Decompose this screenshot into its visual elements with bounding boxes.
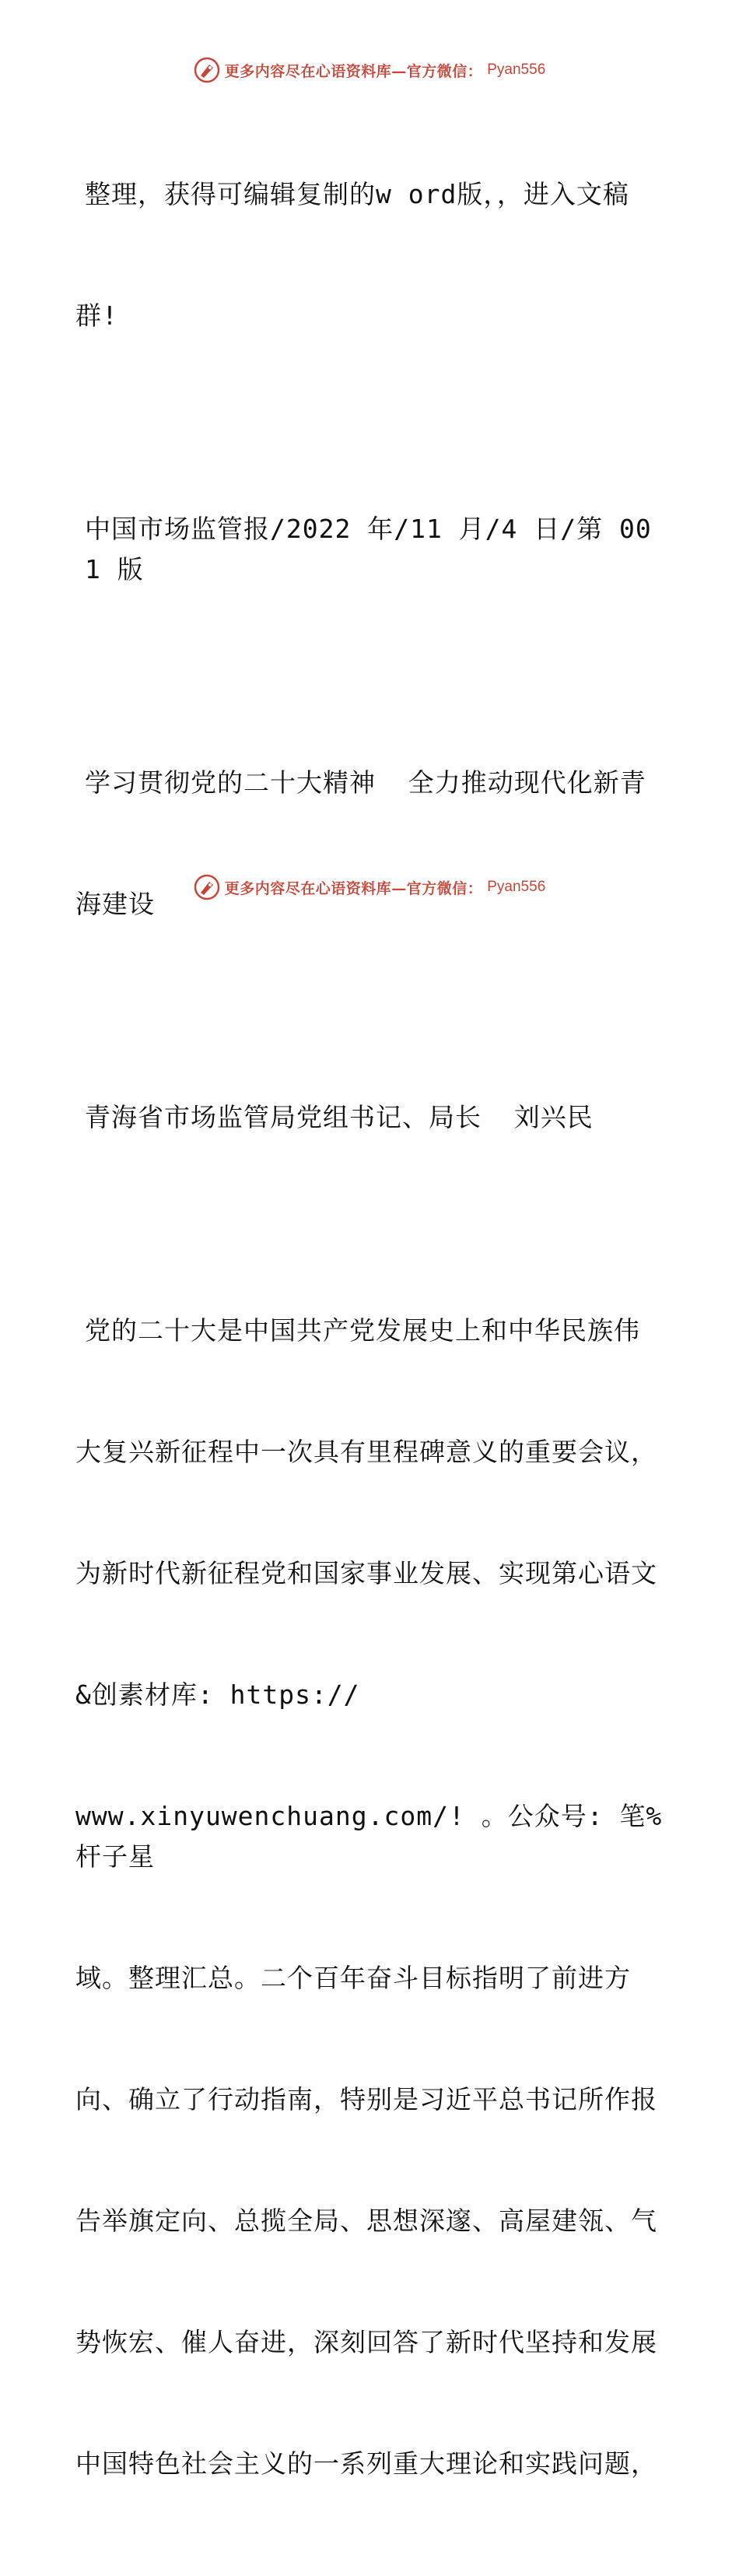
text-line: 向、确立了行动指南，特别是习近平总书记所作报	[75, 2084, 657, 2114]
article-title	[75, 682, 667, 1005]
text-line: 告举旗定向、总揽全局、思想深邃、高屋建瓴、气	[75, 2206, 657, 2236]
watermark-wechat-id: Pyan556	[487, 879, 546, 895]
text-line: &创素材库: https://	[75, 1679, 360, 1710]
paragraph-intro	[75, 93, 667, 417]
article-author	[75, 1016, 667, 1219]
text-line: 势恢宏、催人奋进，深刻回答了新时代坚持和发展	[75, 2327, 657, 2357]
pen-nib-logo-icon	[194, 874, 220, 900]
watermark-wechat-id: Pyan556	[487, 61, 546, 78]
watermark-text: 更多内容尽在心语资料库—官方微信：	[224, 879, 483, 897]
text-line: 大复兴新征程中一次具有里程碑意义的重要会议，	[75, 1437, 657, 1467]
header-watermark	[0, 54, 739, 86]
paragraph-source	[75, 428, 667, 671]
text-line: 为新时代新征程党和国家事业发展、实现第心语文	[75, 1558, 657, 1588]
text-line: 整理，获得可编辑复制的w ord版，，进入文稿	[85, 179, 629, 209]
paragraph-body	[75, 1230, 667, 2565]
text-line: 群!	[75, 300, 118, 331]
text-line: 域。整理汇总。二个百年奋斗目标指明了前进方	[75, 1963, 631, 1993]
text-line: 学习贯彻党的二十大精神 全力推动现代化新青	[85, 767, 646, 798]
footer-watermark	[0, 872, 739, 903]
text-line: 党的二十大是中国共产党发展史上和中华民族伟	[85, 1315, 640, 1346]
text-line: www.xinyuwenchuang.com/! 。公众号: 笔%杆子星	[75, 1801, 663, 1872]
text-line: 海建设	[75, 889, 155, 919]
pen-nib-logo-icon	[194, 57, 220, 83]
text-line: 中国市场监管报/2022 年/11 月/4 日/第 001 版	[85, 514, 652, 584]
watermark-text: 更多内容尽在心语资料库—官方微信：	[224, 62, 483, 80]
text-line: 中国特色社会主义的一系列重大理论和实践问题，	[75, 2448, 657, 2479]
text-line: 青海省市场监管局党组书记、局长 刘兴民	[85, 1102, 594, 1132]
document-body	[75, 93, 667, 2576]
